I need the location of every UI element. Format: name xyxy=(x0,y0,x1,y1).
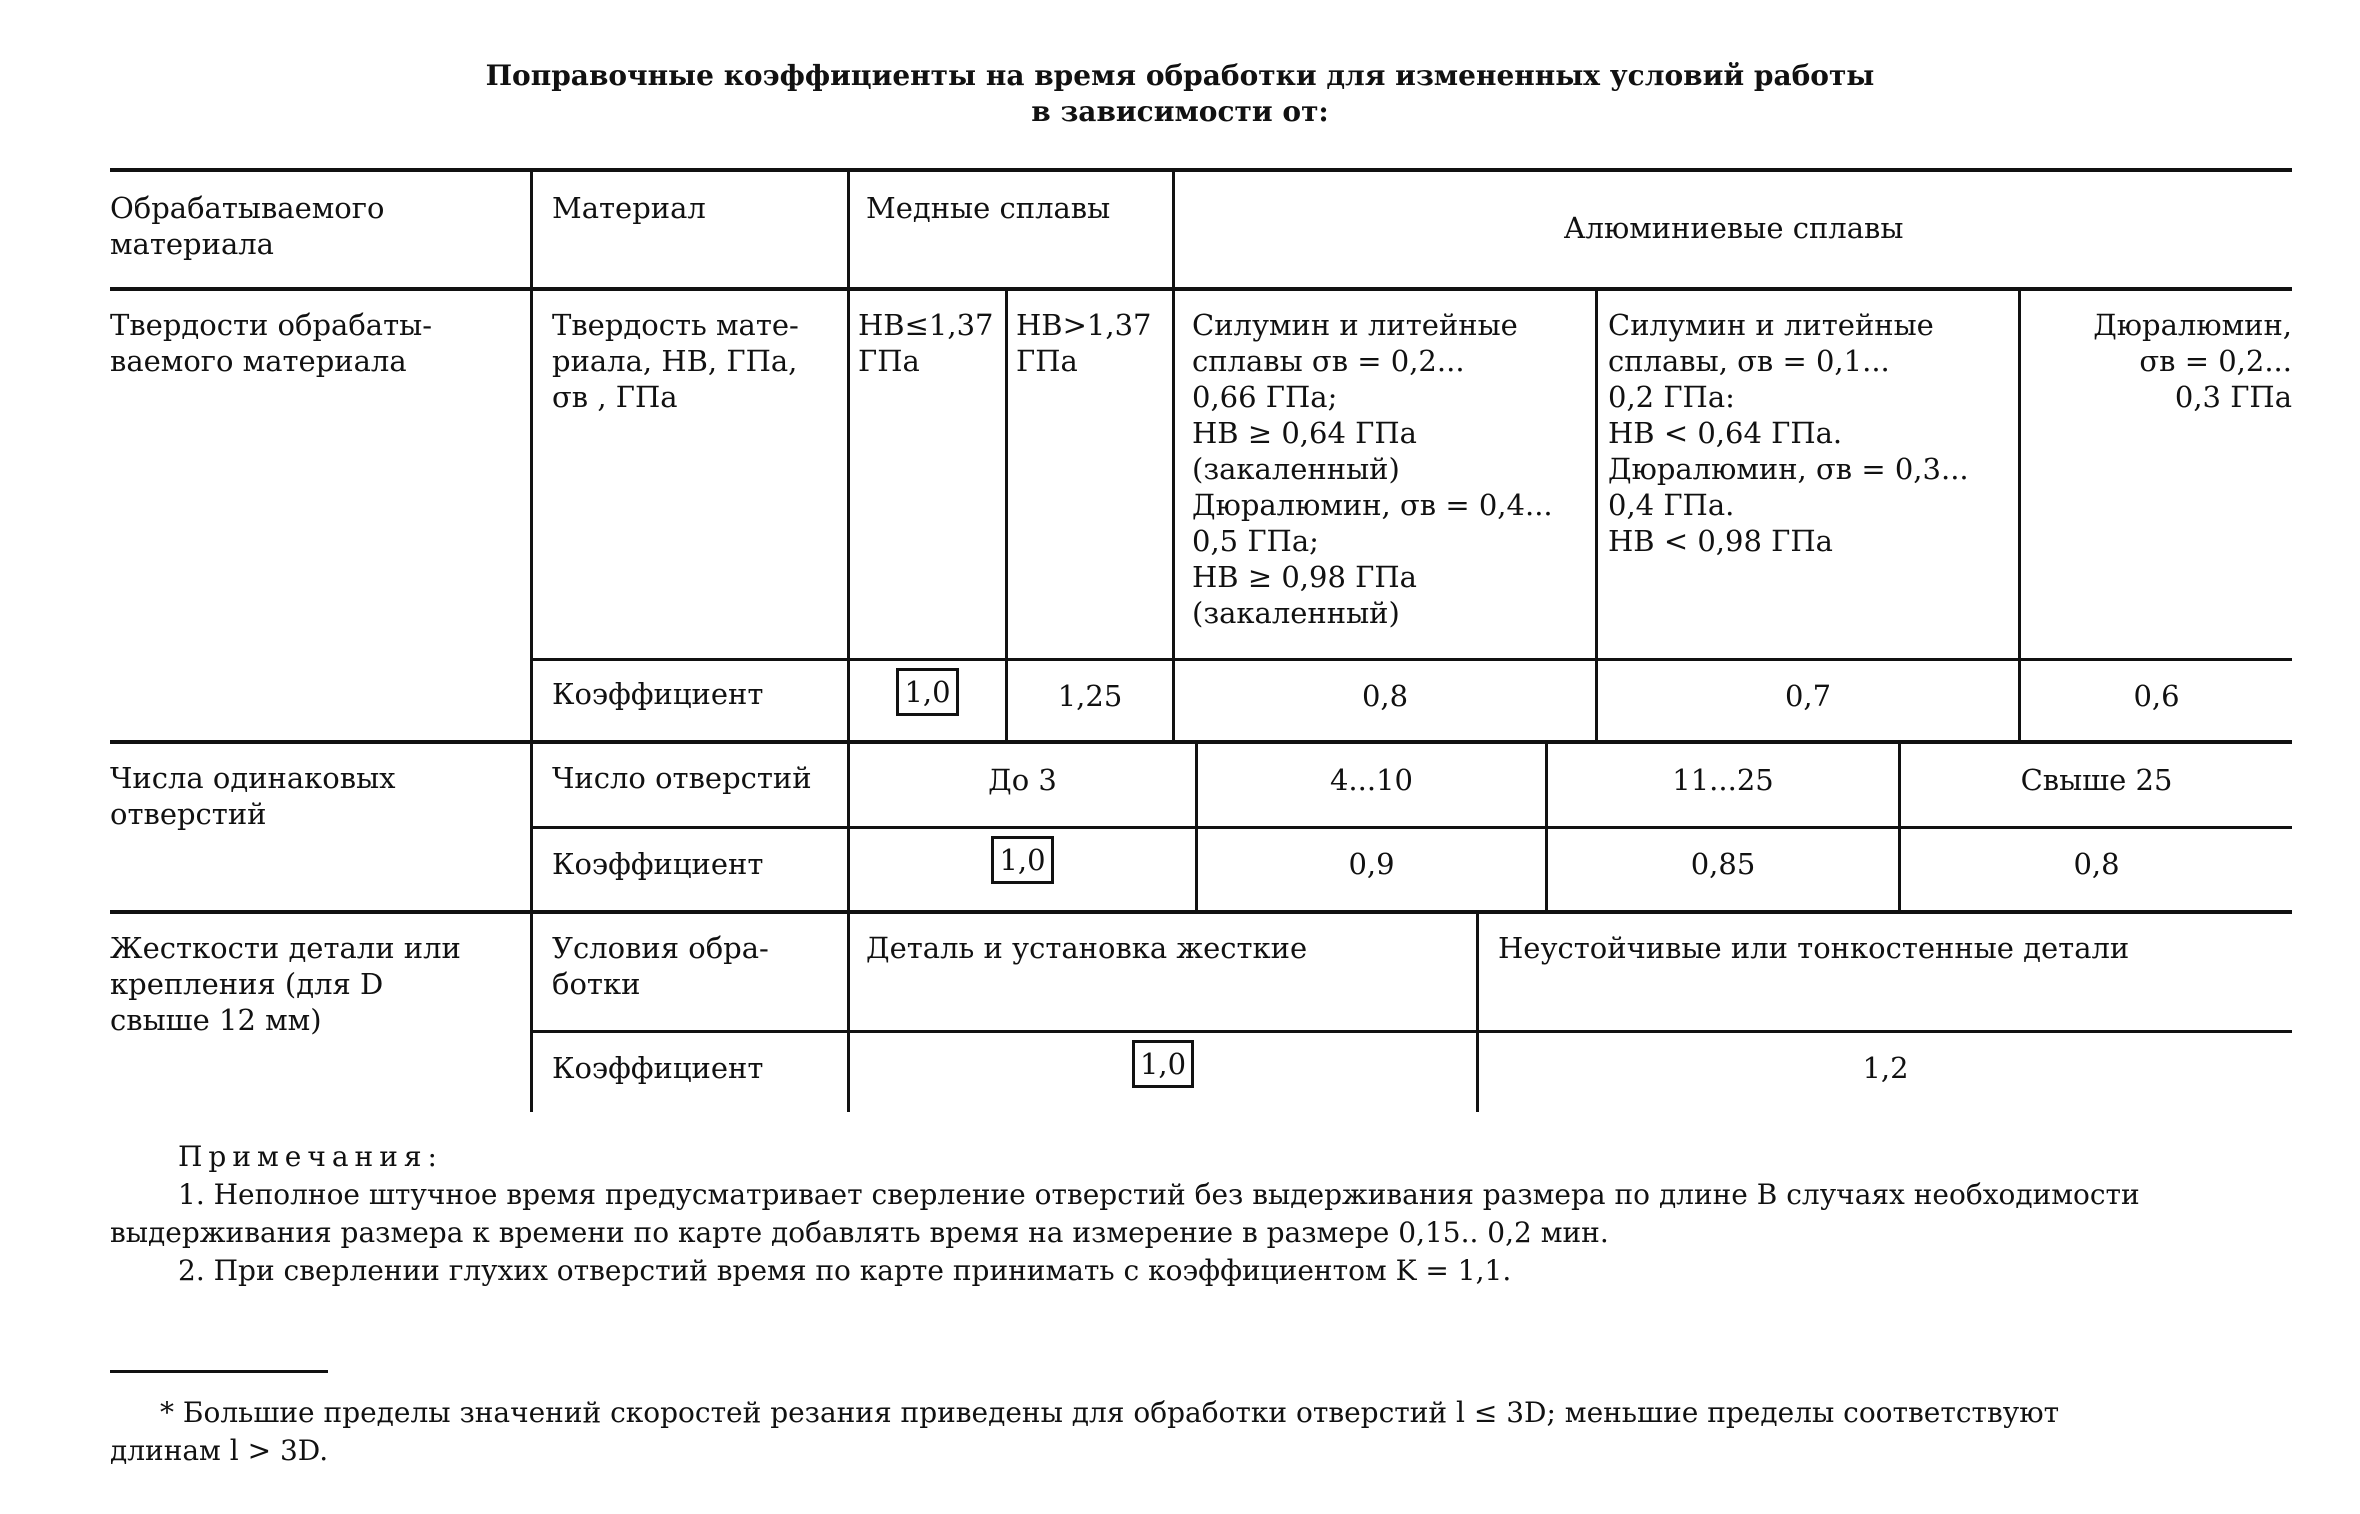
table-title-line2: в зависимости от: xyxy=(1031,95,1329,128)
rule-top xyxy=(110,168,2292,172)
rigidity-k2: 1,2 xyxy=(1862,1051,1909,1085)
header-material: Материал xyxy=(552,191,706,225)
rule-holes-coef xyxy=(530,826,2292,829)
vrule-al-bc xyxy=(2018,289,2021,742)
header-factor: Обрабатываемого материала xyxy=(110,191,385,261)
note-1-line1: 1. Неполное штучное время предусматривает сверление отверстий без выдерживания размера по длине В случаях необходимости xyxy=(178,1178,2140,1211)
holes-k4: 0,8 xyxy=(2073,847,2120,881)
notes-heading: Примечания: xyxy=(178,1140,443,1173)
holes-k1-wrap xyxy=(850,836,1195,884)
hardness-coef-cu-low-wrap xyxy=(850,668,1005,716)
hardness-coef-al-b: 0,7 xyxy=(1784,679,1832,713)
vrule-param xyxy=(847,170,850,742)
rule-after-hardness xyxy=(110,740,2292,744)
rigidity-k1-wrap xyxy=(850,1040,1476,1088)
note-2: 2. При сверлении глухих отверстий время по карте принимать с коэффициентом K = 1,1. xyxy=(178,1254,1512,1287)
hardness-coef-al-c: 0,6 xyxy=(2133,679,2180,713)
rigidity-k1: 1,0 xyxy=(1132,1040,1194,1088)
rule-rigidity-coef xyxy=(530,1030,2292,1033)
hardness-al-a: Силумин и литейные сплавы σв = 0,2... 0,66 ГПа; HB ≥ 0,64 ГПа (закаленный) Дюралюмин, σв = 0,4... 0,5 ГПа; HB ≥ 0,98 ГПа (закаленный) xyxy=(1192,308,1553,630)
hardness-coef-al-a: 0,8 xyxy=(1361,679,1409,713)
holes-k2: 0,9 xyxy=(1348,847,1395,881)
rule-hardness-coef xyxy=(530,658,2292,661)
holes-param: Число отверстий xyxy=(552,761,812,795)
holes-k1: 1,0 xyxy=(991,836,1053,884)
hardness-param: Твердость мате- риала, HB, ГПа, σв , ГПа xyxy=(552,308,799,414)
holes-c4: Свыше 25 xyxy=(2020,763,2173,797)
vrule-copper-split xyxy=(1005,289,1008,742)
rigidity-param: Условия обра- ботки xyxy=(552,931,769,1001)
hardness-al-c: Дюралюмин, σв = 0,2... 0,3 ГПа xyxy=(2093,308,2292,414)
vrule-factor xyxy=(530,170,533,1112)
holes-k3: 0,85 xyxy=(1690,847,1756,881)
holes-factor: Числа одинаковых отверстий xyxy=(110,761,396,831)
hardness-factor: Твердости обрабаты- ваемого материала xyxy=(110,308,432,378)
hardness-coef-label: Коэффициент xyxy=(552,677,764,711)
note-1-line2: выдерживания размера к времени по карте добавлять время на измерение в размере 0,15.. 0,2 мин. xyxy=(110,1216,1609,1249)
rigidity-c1: Деталь и установка жесткие xyxy=(866,931,1308,965)
vrule-copper-aluminum xyxy=(1172,170,1175,742)
header-aluminum: Алюминиевые сплавы xyxy=(1563,211,1904,245)
header-copper: Медные сплавы xyxy=(866,191,1111,225)
table-title-line1: Поправочные коэффициенты на время обработки для измененных условий работы xyxy=(485,59,1875,92)
rule-after-holes xyxy=(110,910,2292,914)
footnote-line1: * Большие пределы значений скоростей резания приведены для обработки отверстий l ≤ 3D; меньшие пределы соответствуют xyxy=(160,1396,2060,1429)
holes-c3: 11...25 xyxy=(1672,763,1774,797)
hardness-coef-cu-high: 1,25 xyxy=(1057,679,1123,713)
rule-after-header xyxy=(110,287,2292,291)
hardness-cu-low: HB≤1,37 ГПа xyxy=(858,308,994,378)
rigidity-coef-label: Коэффициент xyxy=(552,1051,764,1085)
holes-coef-label: Коэффициент xyxy=(552,847,764,881)
hardness-al-b: Силумин и литейные сплавы, σв = 0,1... 0,2 ГПа: HB < 0,64 ГПа. Дюралюмин, σв = 0,3... 0,4 ГПа. HB < 0,98 ГПа xyxy=(1608,308,1969,558)
footnote-line2: длинам l > 3D. xyxy=(110,1434,329,1467)
rigidity-factor: Жесткости детали или крепления (для D свыше 12 мм) xyxy=(110,931,461,1037)
hardness-cu-high: HB>1,37 ГПа xyxy=(1016,308,1152,378)
hardness-coef-cu-low: 1,0 xyxy=(896,668,958,716)
rigidity-c2: Неустойчивые или тонкостенные детали xyxy=(1498,931,2130,965)
vrule-al-ab xyxy=(1595,289,1598,742)
holes-c2: 4...10 xyxy=(1329,763,1413,797)
holes-c1: До 3 xyxy=(988,763,1057,797)
footnote-rule xyxy=(110,1370,328,1373)
